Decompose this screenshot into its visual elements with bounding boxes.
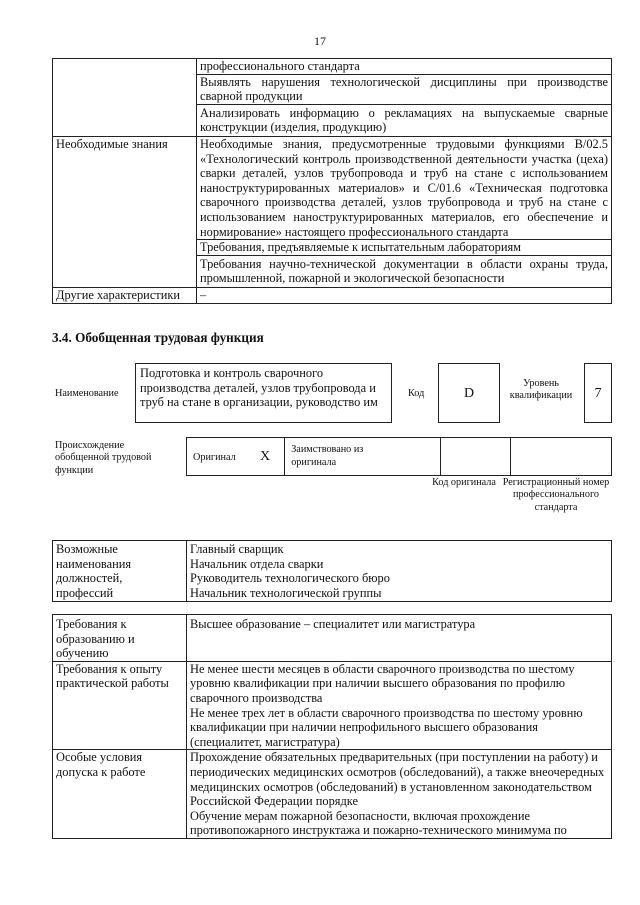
- origin-code-label: Код оригинала: [432, 477, 496, 488]
- borrowed-label: Заимствовано из оригинала: [291, 444, 364, 468]
- table-row: [187, 615, 612, 662]
- table-row: [187, 706, 612, 750]
- table-row: [197, 74, 612, 104]
- cell-text: Необходимые знания: [56, 136, 168, 151]
- table-row: [197, 287, 612, 303]
- level-label: Уровень квалификации: [509, 378, 573, 402]
- table-row: [197, 255, 612, 287]
- skills-knowledge-table: [52, 58, 612, 304]
- cell-text: Требования к опыту практической работы: [56, 661, 169, 691]
- function-name-box: [135, 363, 392, 423]
- conditions-label: [53, 750, 187, 839]
- code-box: [438, 363, 500, 423]
- level-value: 7: [594, 386, 602, 401]
- origin-table: [186, 437, 612, 476]
- cell-text: Необходимые знания, предусмотренные трудовыми функциями B/02.5 «Технологический контроль производственной деятельности участка (цеха) сварки деталей, узлов трубопровода и труб на стане с использованием наноструктурированных материалов» и C/01.6 «Техническая подготовка сварочного производства деталей, узлов трубопровода и труб на стане с использованием наноструктурированных материалов, его обеспечение и нормирование» настоящего профессионального стандарта: [200, 136, 608, 239]
- origin-label: Происхождение обобщенной трудовой функции: [55, 440, 152, 476]
- table-row: [187, 661, 612, 705]
- name-label: Наименование: [55, 388, 119, 399]
- level-box: [584, 363, 612, 423]
- experience-label: [53, 661, 187, 750]
- knowledge-label: [53, 136, 197, 287]
- list-item: Начальник отдела сварки: [190, 556, 324, 571]
- positions-list: [187, 541, 612, 602]
- cell-text: Анализировать информацию о рекламациях на выпускаемые сварные конструкции (изделия, продукцию): [200, 105, 608, 135]
- education-label: [53, 615, 187, 662]
- cell-text: Другие характеристики: [56, 287, 181, 302]
- cell-text: Не менее трех лет в области сварочного производства по шестому уровню квалификации при наличии непрофильного высшего образования (специалитет, магистратура): [190, 705, 583, 749]
- cell-text: Требования к образованию и обучению: [56, 617, 135, 661]
- original-mark: X: [260, 449, 271, 464]
- reg-number-cell: [510, 438, 611, 476]
- table-row: [187, 750, 612, 809]
- table-row: [187, 809, 612, 839]
- original-label: Оригинал: [193, 451, 236, 463]
- table-row: [197, 240, 612, 256]
- cell-text: –: [200, 287, 207, 302]
- requirements-table: [52, 614, 612, 839]
- reg-number-label: Регистрационный номер профессионального стандарта: [502, 477, 610, 513]
- cell-text: Особые условия допуска к работе: [56, 750, 146, 779]
- cell-text: Возможные наименования должностей, профессий: [56, 542, 132, 600]
- table-row: [197, 104, 612, 136]
- list-item: Руководитель технологического бюро: [190, 571, 390, 586]
- origin-code-cell: [440, 438, 510, 476]
- list-item: Главный сварщик: [190, 542, 284, 556]
- cell-text: Прохождение обязательных предварительных (при поступлении на работу) и периодических медицинских осмотров (обследований), а также внеочередных медицинских осмотров (обследований) в установленном законодательством Российской Федерации порядке: [190, 750, 605, 809]
- cell-text: Не менее шести месяцев в области сварочного производства по шестому уровню квалификации при наличии высшего образования по профилю сварочного производства: [190, 661, 575, 705]
- list-item: Начальник технологической группы: [190, 585, 382, 600]
- table-row: [197, 136, 612, 239]
- section-heading: 3.4. Обобщенная трудовая функция: [52, 330, 264, 345]
- code-label: Код: [408, 388, 425, 399]
- code-value: D: [463, 386, 475, 401]
- cell-text: Выявлять нарушения технологической дисциплины при производстве сварной продукции: [200, 74, 608, 104]
- cell-text: Высшее образование – специалитет или магистратура: [190, 617, 476, 631]
- borrowed-cell: [285, 438, 441, 476]
- page-number: 17: [314, 34, 326, 48]
- cell-text: Требования, предъявляемые к испытательным лабораториям: [200, 240, 521, 255]
- cell-text: профессионального стандарта: [200, 59, 360, 73]
- other-label: [53, 287, 197, 303]
- cell-text: Обучение мерам пожарной безопасности, включая прохождение противопожарного инструктажа и пожарно-технического минимума по: [190, 808, 567, 838]
- cell-text: Требования научно-технической документации в области охраны труда, промышленной, пожарной и экологической безопасности: [200, 256, 608, 286]
- table-row: [197, 59, 612, 75]
- empty-label-cell: [53, 59, 197, 137]
- positions-label: [53, 541, 187, 602]
- positions-table: [52, 540, 612, 602]
- function-name: Подготовка и контроль сварочного производства деталей, узлов трубопровода и труб на стане в организации, руководство им: [140, 366, 378, 410]
